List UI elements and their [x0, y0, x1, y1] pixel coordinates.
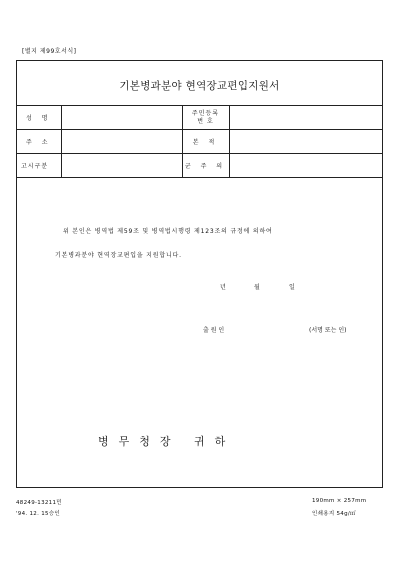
footer-paper-size: 190mm × 257mm — [312, 498, 367, 504]
hometown-field[interactable] — [229, 130, 382, 154]
exam-type-label: 고시구분 — [17, 154, 61, 178]
table-row — [17, 106, 382, 130]
table-row — [17, 154, 382, 178]
footer-paper-type: 인쇄용지 54g/㎡ — [312, 511, 356, 517]
title-row — [17, 61, 382, 106]
hometown-label: 본 적 — [182, 130, 229, 154]
address-field[interactable] — [61, 130, 182, 154]
name-label: 성 명 — [17, 106, 61, 130]
rrn-label-line2: 번 호 — [197, 117, 214, 125]
sign-note: (서명 또는 인) — [309, 327, 347, 334]
date-month-label: 월 — [254, 284, 260, 291]
application-form — [16, 60, 383, 488]
rrn-field[interactable] — [229, 106, 382, 130]
footer-code: 48249-13211민 — [16, 500, 62, 506]
exam-type-field[interactable] — [61, 154, 182, 178]
recipient-authority: 병무청장 귀하 — [98, 435, 236, 448]
date-year-label: 년 — [220, 284, 226, 291]
military-branch-field[interactable] — [229, 154, 382, 178]
applicant-info-table — [17, 106, 382, 178]
rrn-label-line1: 주민등록 — [191, 109, 220, 117]
name-field[interactable] — [61, 106, 182, 130]
rrn-label — [182, 106, 229, 130]
body-line-1: 위 본인은 병역법 제59조 및 병역법시행령 제123조의 규정에 의하여 — [63, 228, 273, 235]
body-line-2: 기본병과분야 현역장교편입을 지원합니다. — [55, 252, 182, 259]
date-day-label: 일 — [289, 284, 295, 291]
applicant-label: 출 원 인 — [203, 327, 225, 334]
footer-approval-date: '94. 12. 15승인 — [16, 511, 61, 517]
form-number: [별지 제99호서식] — [22, 48, 77, 55]
address-label: 주 소 — [17, 130, 61, 154]
form-title: 기본병과분야 현역장교편입지원서 — [119, 80, 280, 92]
table-row — [17, 130, 382, 154]
military-branch-label: 군 주 의 — [182, 154, 229, 178]
